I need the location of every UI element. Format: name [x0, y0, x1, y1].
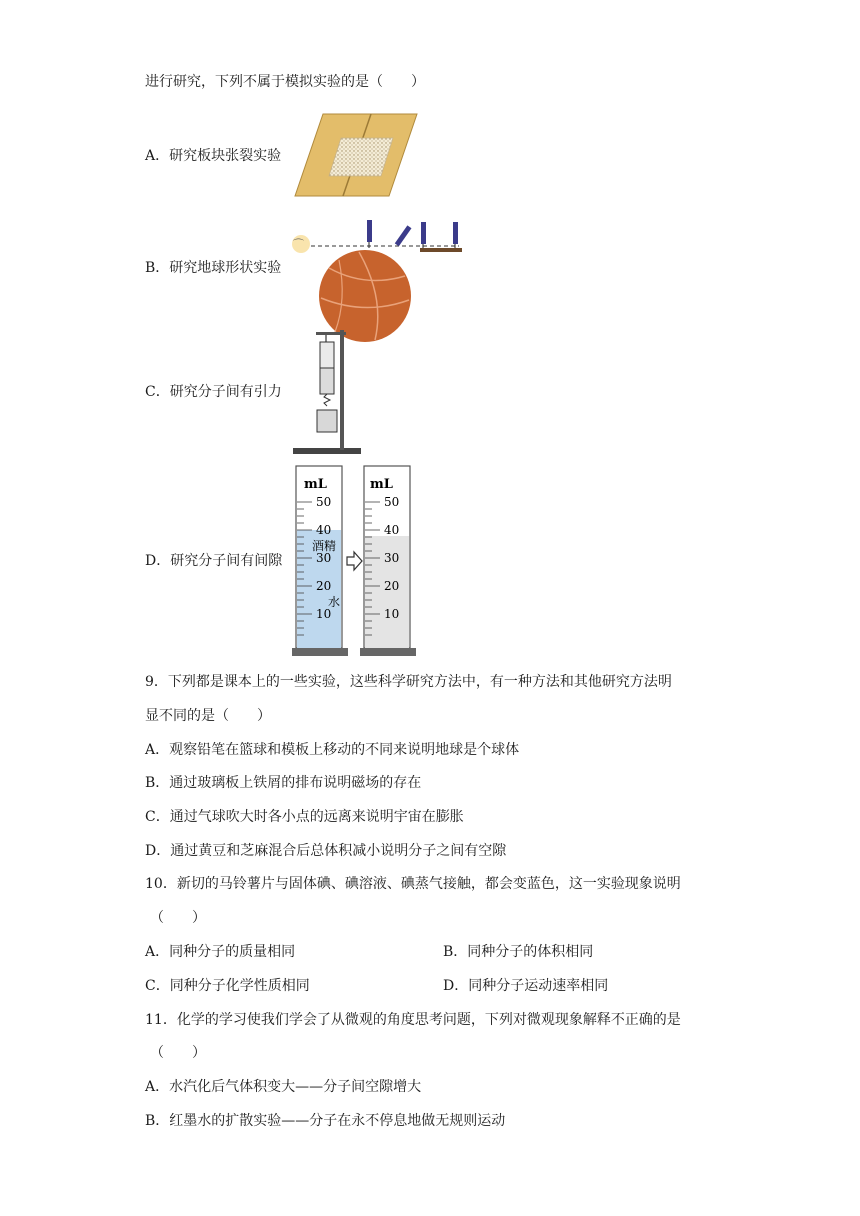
q11-stem-line2: （ ）: [150, 1045, 206, 1061]
molecular-attraction-figure: [292, 326, 362, 456]
q8-option-b[interactable]: B．研究地球形状实验: [145, 260, 282, 276]
graduated-cylinders-figure: [292, 460, 422, 660]
q9-option-c[interactable]: C．通过气球吹大时各小点的远离来说明宇宙在膨胀: [145, 809, 464, 825]
q9-stem-line1: 9．下列都是课本上的一些实验，这些科学研究方法中，有一种方法和其他研究方法明: [145, 674, 672, 690]
q10-stem-line2: （ ）: [150, 910, 206, 926]
left-tick-20: 20: [316, 579, 332, 593]
right-tick-10: 10: [384, 607, 400, 621]
left-tick-50: 50: [316, 495, 332, 509]
q9-option-a[interactable]: A．观察铅笔在篮球和模板上移动的不同来说明地球是个球体: [145, 742, 520, 758]
right-tick-30: 30: [384, 551, 400, 565]
water-label: 水: [328, 595, 341, 609]
q8-stem: 进行研究，下列不属于模拟实验的是（ ）: [145, 74, 425, 90]
left-cylinder-unit: mL: [304, 477, 327, 492]
q9-option-d[interactable]: D．通过黄豆和芝麻混合后总体积减小说明分子之间有空隙: [145, 843, 507, 859]
q9-option-b[interactable]: B．通过玻璃板上铁屑的排布说明磁场的存在: [145, 775, 422, 791]
arrow-right-icon: [347, 552, 362, 570]
right-tick-20: 20: [384, 579, 400, 593]
plate-rift-figure: [293, 110, 419, 198]
q9-stem-line2: 显不同的是（ ）: [145, 708, 271, 724]
right-cylinder: [360, 466, 416, 656]
right-tick-50: 50: [384, 495, 400, 509]
q10-stem-line1: 10．新切的马铃薯片与固体碘、碘溶液、碘蒸气接触，都会变蓝色，这一实验现象说明: [145, 876, 681, 892]
q8-option-c[interactable]: C．研究分子间有引力: [145, 384, 282, 400]
svg-text:⌒: ⌒: [293, 238, 304, 251]
left-tick-40: 40: [316, 523, 332, 537]
q11-stem-line1: 11．化学的学习使我们学会了从微观的角度思考问题，下列对微观现象解释不正确的是: [145, 1012, 681, 1028]
alcohol-label: 酒精: [312, 539, 337, 553]
right-tick-40: 40: [384, 523, 400, 537]
right-cylinder-unit: mL: [370, 477, 393, 492]
q10-option-b[interactable]: B．同种分子的体积相同: [443, 944, 594, 960]
q11-option-a[interactable]: A．水汽化后气体积变大——分子间空隙增大: [145, 1079, 422, 1095]
q10-option-a[interactable]: A．同种分子的质量相同: [145, 944, 296, 960]
q11-option-b[interactable]: B．红墨水的扩散实验——分子在永不停息地做无规则运动: [145, 1113, 506, 1129]
left-cylinder: [292, 466, 348, 656]
left-tick-10: 10: [316, 607, 332, 621]
q8-option-d[interactable]: D．研究分子间有间隙: [145, 553, 283, 569]
q10-option-d[interactable]: D．同种分子运动速率相同: [443, 978, 609, 994]
q8-option-a[interactable]: A．研究板块张裂实验: [145, 148, 282, 164]
q10-option-c[interactable]: C．同种分子化学性质相同: [145, 978, 310, 994]
left-tick-30: 30: [316, 551, 332, 565]
